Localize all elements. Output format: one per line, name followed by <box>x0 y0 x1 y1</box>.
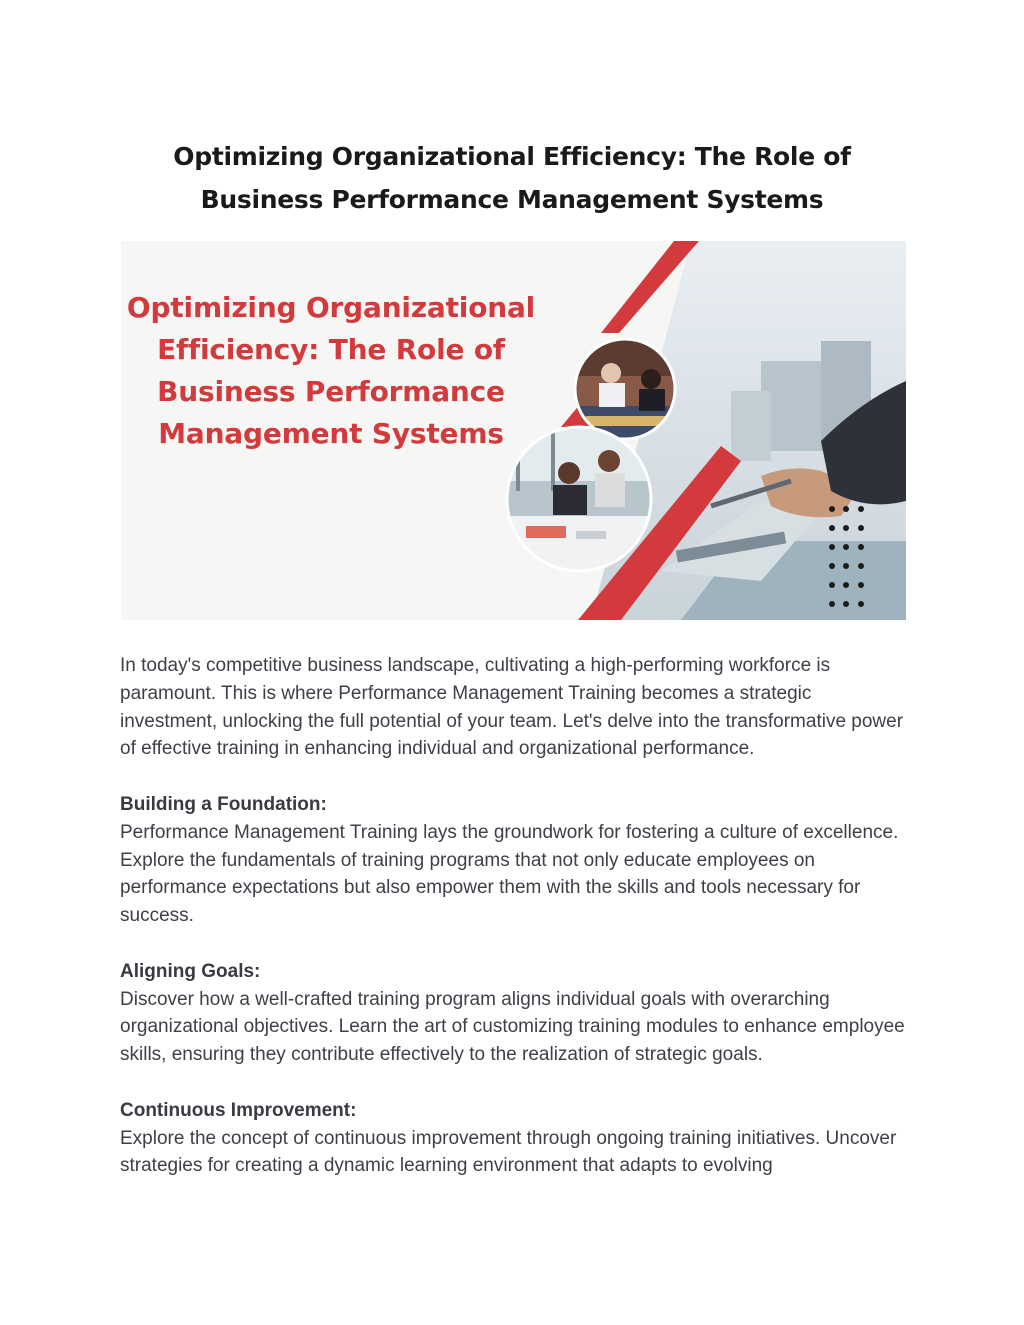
section-aligning-goals <box>120 958 910 1069</box>
section-continuous-improvement <box>120 1097 910 1180</box>
banner-headline: Optimizing Organizational Efficiency: The Role of Business Performance Management Systems <box>126 291 536 450</box>
section-heading: Building a Foundation: <box>120 793 327 815</box>
section-text: Discover how a well-crafted training program aligns individual goals with overarching organizational objectives. Learn the art of customizing training modules to enhance employee skills, ensuring they contribute effectively to the realization of strategic goals. <box>120 988 905 1066</box>
section-text: Explore the concept of continuous improvement through ongoing training initiatives. Uncover strategies for creating a dynamic learning environment that adapts to evolving <box>120 1127 897 1177</box>
section-building-foundation <box>120 791 910 930</box>
section-heading: Aligning Goals: <box>120 960 261 982</box>
intro-paragraph: In today's competitive business landscape, cultivating a high-performing workforce is paramount. This is where Performance Management Training becomes a strategic investment, unlocking the full potential of your team. Let's delve into the transformative power of effective training in enhancing individual and organizational performance. <box>120 655 904 760</box>
section-text: Performance Management Training lays the groundwork for fostering a culture of excellence. Explore the fundamentals of training programs that not only educate employees on performance expectations but also empower them with the skills and tools necessary for success. <box>120 821 899 927</box>
hero-banner <box>121 241 906 620</box>
article-body <box>120 652 910 1208</box>
page-title: Optimizing Organizational Efficiency: The Role of Business Performance Management Systems <box>173 141 851 214</box>
section-heading: Continuous Improvement: <box>120 1099 357 1121</box>
